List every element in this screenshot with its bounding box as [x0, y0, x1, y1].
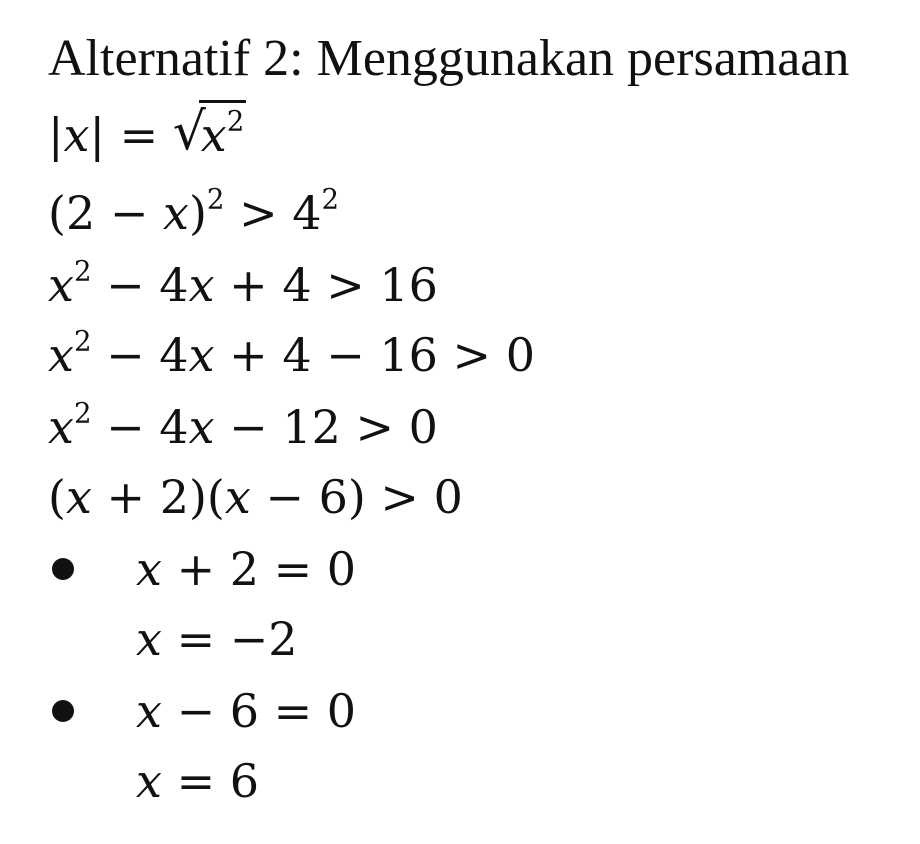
math-step-3: $x^2 - 4x + 4 > 16$: [48, 254, 438, 312]
root-1-equation: x + 2 = 0: [136, 542, 357, 596]
root-2-equation: x − 6 = 0: [136, 684, 357, 738]
bullet-icon: [52, 558, 74, 580]
root-2-solution: x = 6: [136, 754, 260, 808]
square-root: √ $x^2$: [172, 102, 245, 162]
math-step-2: $(2 - x)^2 > 4^2$: [48, 182, 340, 240]
math-step-6: (x + 2)(x − 6) > 0: [48, 470, 463, 524]
math-step-1: |x| = √ $x^2$: [48, 100, 246, 170]
math-step-4: $x^2 - 4x + 4 - 16 > 0$: [48, 324, 535, 382]
root-1-solution: x = −2: [136, 612, 298, 666]
heading: Alternatif 2: Menggunakan persamaan: [48, 30, 850, 87]
math-step-5: $x^2 - 4x - 12 > 0$: [48, 396, 438, 454]
bullet-icon: [52, 700, 74, 722]
